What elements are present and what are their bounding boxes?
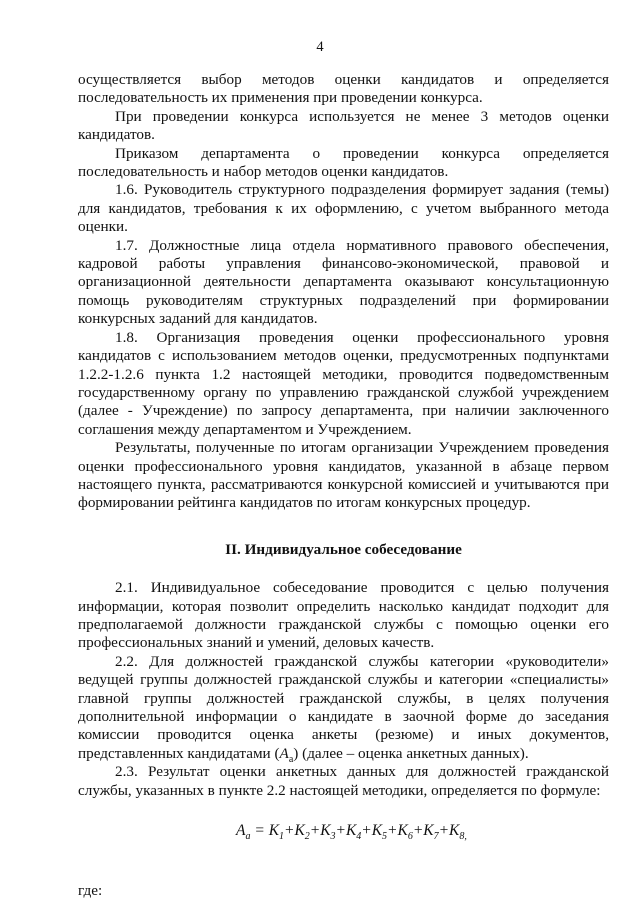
paragraph-2-2-text-end: ) (далее – оценка анкетных данных).: [293, 744, 529, 762]
paragraph-results: Результаты, полученные по итогам организации Учреждением проведения оценки профессионального уровня кандидатов, указанной в абзаце первом настоящего пункта, рассматриваются конкурсной комиссией и учитываются при формировании рейтинга кандидатов по итогам конкурсных процедур.: [78, 439, 609, 512]
formula: [78, 822, 609, 843]
formula-plus: +: [335, 822, 346, 840]
formula-equals: =: [250, 822, 269, 840]
formula-term-symbol: К: [294, 822, 305, 840]
formula-term-sub: 8,: [459, 831, 467, 843]
paragraph-2-2-symbol-sub: а: [288, 753, 294, 765]
formula-term-sub: 6: [407, 831, 413, 843]
formula-term-symbol: К: [268, 822, 279, 840]
paragraph-min-methods: При проведении конкурса используется не менее 3 методов оценки кандидатов.: [78, 107, 609, 144]
document-body: [78, 71, 609, 901]
formula-term-sub: 3: [330, 831, 336, 843]
formula-term-sub: 4: [356, 831, 362, 843]
formula-term-symbol: К: [320, 822, 331, 840]
paragraph-2-2-symbol: А: [279, 744, 289, 762]
paragraph-1-6: 1.6. Руководитель структурного подразделения формирует задания (темы) для кандидатов, требования к их оформлению, с учетом выбранного метода оценки.: [78, 181, 609, 236]
formula-term-sub: 2: [304, 831, 310, 843]
paragraph-order-methods: Приказом департамента о проведении конкурса определяется последовательность и набор методов оценки кандидатов.: [78, 144, 609, 181]
section-heading: II. Индивидуальное собеседование: [225, 540, 462, 558]
formula-plus: +: [387, 822, 398, 840]
paragraph-2-1: 2.1. Индивидуальное собеседование проводится с целью получения информации, которая позволит определить насколько кандидат подходит для предполагаемой должности гражданской службы с помощью оценки его профессиональных знаний и умений, деловых качеств.: [78, 579, 609, 652]
formula-term-symbol: К: [345, 822, 357, 840]
formula-lhs: А: [236, 822, 246, 840]
paragraph-1-8: 1.8. Организация проведения оценки профессионального уровня кандидатов с использованием методов оценки, предусмотренных подпунктами 1.2.2-1.2.6 пункта 1.2 настоящей методики, проводится подведомственным государственному органу по управлению гражданской службой учреждением (далее - Учреждение) по запросу департамента, при наличии заключенного соглашения между департаментом и Учреждением.: [78, 328, 609, 438]
paragraph-continuation: осуществляется выбор методов оценки кандидатов и определяется последовательность их применения при проведении конкурса.: [78, 71, 609, 107]
formula-plus: +: [361, 822, 372, 840]
formula-term-sub: 1: [278, 831, 284, 843]
formula-plus: +: [283, 822, 295, 840]
formula-term-symbol: К: [371, 822, 383, 840]
formula-term-sub: 5: [382, 831, 388, 843]
formula-plus: +: [412, 822, 424, 840]
paragraph-1-7: 1.7. Должностные лица отдела нормативного правового обеспечения, кадровой работы управления финансово-экономической, правовой и организационной деятельности департамента оказывают консультационную помощь руководителям структурных подразделений при формировании конкурсных заданий для кандидатов.: [78, 236, 609, 328]
where-label: где:: [78, 882, 103, 900]
formula-terms: [268, 822, 467, 843]
formula-plus: +: [438, 822, 450, 840]
page-number: 4: [316, 39, 324, 55]
formula-term-sub: 7: [433, 831, 439, 843]
formula-term-symbol: К: [397, 822, 408, 840]
formula-term-symbol: К: [449, 822, 460, 840]
paragraph-2-3: 2.3. Результат оценки анкетных данных для должностей гражданской службы, указанных в пункте 2.2 настоящей методики, определяется по формуле:: [78, 763, 609, 799]
paragraph-2-2-text: 2.2. Для должностей гражданской службы категории «руководители» ведущей группы должностей гражданской службы и категории «специалисты» главной группы должностей гражданской службы, в целях получения дополнительной информации о кандидате в заочной форме до заседания комиссии проводится оценка анкеты (резюме) и иных документов, представленных кандидатами (: [78, 652, 609, 762]
formula-plus: +: [309, 822, 321, 840]
formula-term-symbol: К: [423, 822, 434, 840]
formula-lhs-sub: а: [245, 831, 251, 843]
paragraph-2-2: [78, 653, 609, 763]
